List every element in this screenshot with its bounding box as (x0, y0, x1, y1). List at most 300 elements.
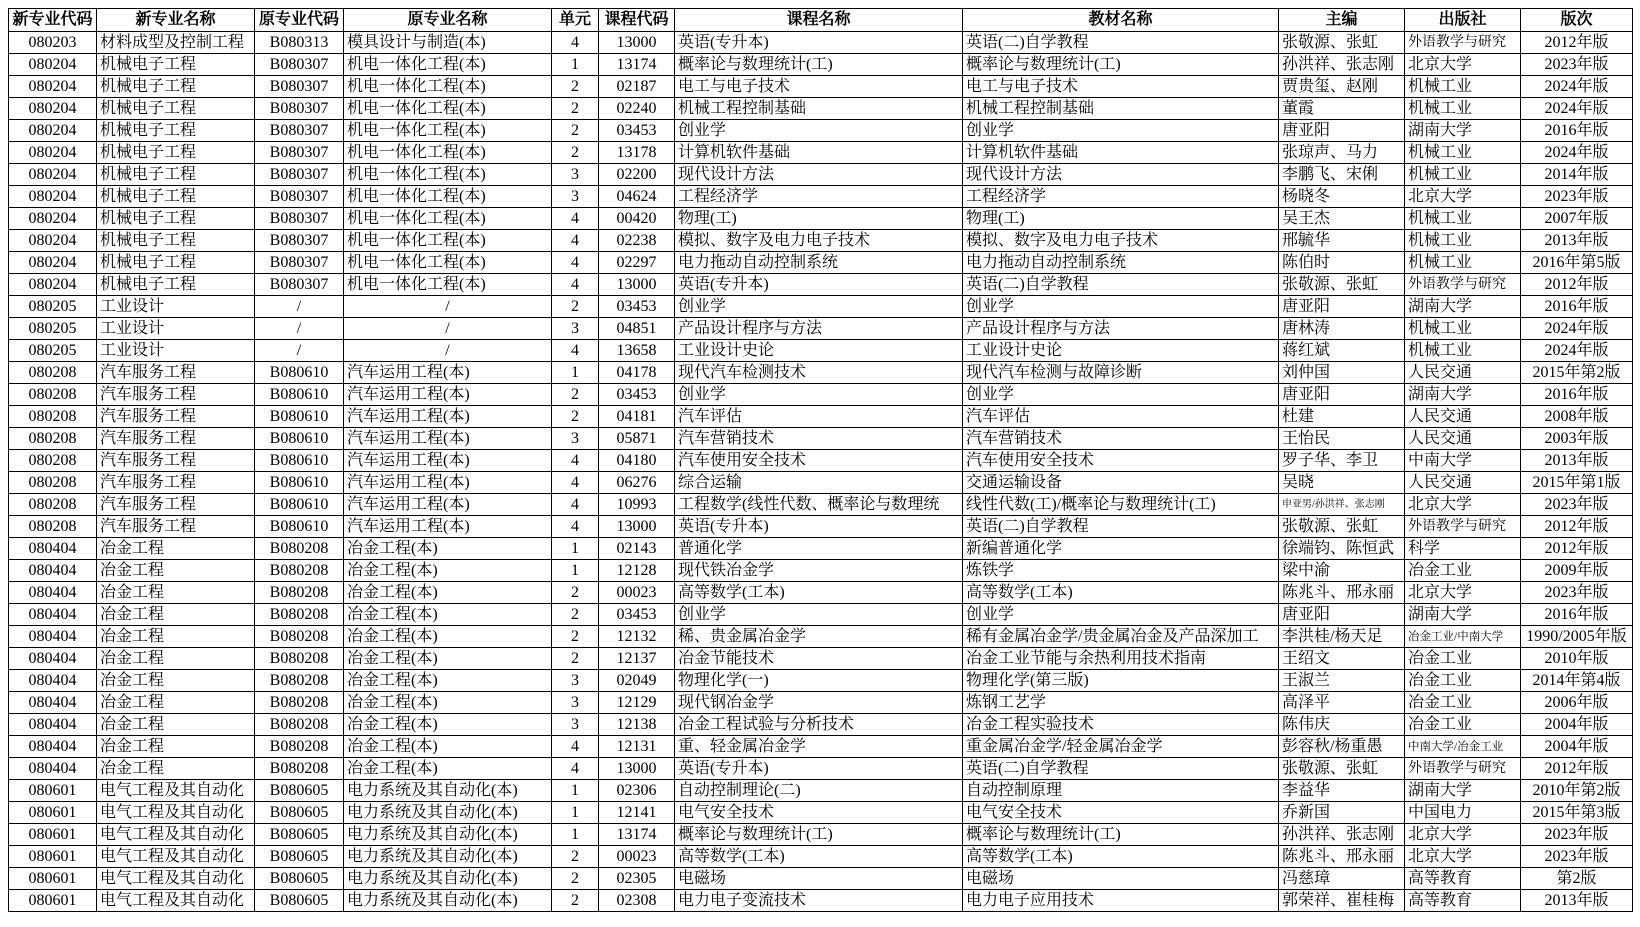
cell-course-code: 12131 (599, 736, 675, 758)
cell-course-code: 02240 (599, 98, 675, 120)
cell-unit: 2 (552, 120, 599, 142)
cell-course-code: 03453 (599, 296, 675, 318)
cell-publisher: 北京大学 (1405, 582, 1521, 604)
table-row (9, 428, 1633, 450)
cell-old-major-code: B080208 (255, 736, 344, 758)
cell-new-major-code: 080208 (9, 450, 97, 472)
cell-textbook-name: 物理化学(第三版) (963, 670, 1279, 692)
cell-editor: 陈兆斗、邢永丽 (1279, 582, 1405, 604)
cell-new-major-code: 080204 (9, 98, 97, 120)
cell-old-major-name: 汽车运用工程(本) (344, 516, 552, 538)
cell-editor: 张敬源、张虹 (1279, 32, 1405, 54)
cell-new-major-code: 080208 (9, 428, 97, 450)
cell-new-major-name: 冶金工程 (97, 538, 255, 560)
table-row (9, 54, 1633, 76)
cell-edition: 2015年第2版 (1521, 362, 1633, 384)
cell-old-major-name: 汽车运用工程(本) (344, 384, 552, 406)
cell-new-major-code: 080204 (9, 142, 97, 164)
cell-editor: 杨晓冬 (1279, 186, 1405, 208)
cell-course-name: 自动控制理论(二) (675, 780, 963, 802)
cell-publisher: 北京大学 (1405, 494, 1521, 516)
cell-course-name: 普通化学 (675, 538, 963, 560)
cell-editor: 李鹏飞、宋俐 (1279, 164, 1405, 186)
cell-editor: 陈兆斗、邢永丽 (1279, 846, 1405, 868)
cell-editor: 梁中渝 (1279, 560, 1405, 582)
cell-old-major-name: 汽车运用工程(本) (344, 428, 552, 450)
cell-old-major-code: B080610 (255, 384, 344, 406)
cell-new-major-name: 电气工程及其自动化 (97, 780, 255, 802)
cell-course-code: 03453 (599, 384, 675, 406)
cell-unit: 3 (552, 428, 599, 450)
table-row (9, 230, 1633, 252)
cell-old-major-code: B080208 (255, 604, 344, 626)
cell-course-code: 02049 (599, 670, 675, 692)
cell-new-major-name: 汽车服务工程 (97, 406, 255, 428)
cell-edition: 第2版 (1521, 868, 1633, 890)
cell-old-major-name: 冶金工程(本) (344, 582, 552, 604)
cell-course-code: 02297 (599, 252, 675, 274)
cell-course-name: 电气安全技术 (675, 802, 963, 824)
table-row (9, 186, 1633, 208)
cell-editor: 徐端钧、陈恒武 (1279, 538, 1405, 560)
cell-edition: 2007年版 (1521, 208, 1633, 230)
cell-publisher: 机械工业 (1405, 76, 1521, 98)
cell-new-major-code: 080404 (9, 648, 97, 670)
cell-edition: 2024年版 (1521, 76, 1633, 98)
cell-new-major-name: 冶金工程 (97, 604, 255, 626)
cell-edition: 2023年版 (1521, 824, 1633, 846)
cell-publisher: 北京大学 (1405, 846, 1521, 868)
cell-old-major-code: B080610 (255, 428, 344, 450)
cell-textbook-name: 工业设计史论 (963, 340, 1279, 362)
cell-old-major-name: 汽车运用工程(本) (344, 362, 552, 384)
cell-edition: 2016年版 (1521, 384, 1633, 406)
cell-unit: 4 (552, 340, 599, 362)
cell-new-major-name: 工业设计 (97, 296, 255, 318)
cell-old-major-code: B080610 (255, 516, 344, 538)
cell-course-code: 12129 (599, 692, 675, 714)
header-course-code: 课程代码 (599, 9, 675, 32)
cell-old-major-name: 机电一体化工程(本) (344, 164, 552, 186)
cell-editor: 张琼声、马力 (1279, 142, 1405, 164)
cell-course-code: 10993 (599, 494, 675, 516)
cell-new-major-code: 080601 (9, 846, 97, 868)
table-row (9, 538, 1633, 560)
cell-edition: 2012年版 (1521, 538, 1633, 560)
cell-publisher: 外语教学与研究 (1405, 758, 1521, 780)
table-row (9, 714, 1633, 736)
cell-new-major-name: 汽车服务工程 (97, 494, 255, 516)
cell-old-major-code: B080610 (255, 362, 344, 384)
cell-new-major-code: 080404 (9, 692, 97, 714)
cell-textbook-name: 电工与电子技术 (963, 76, 1279, 98)
cell-new-major-code: 080208 (9, 384, 97, 406)
table-row (9, 120, 1633, 142)
cell-textbook-name: 现代设计方法 (963, 164, 1279, 186)
cell-textbook-name: 新编普通化学 (963, 538, 1279, 560)
cell-new-major-code: 080203 (9, 32, 97, 54)
cell-editor: 彭容秋/杨重愚 (1279, 736, 1405, 758)
cell-unit: 3 (552, 186, 599, 208)
cell-course-name: 综合运输 (675, 472, 963, 494)
cell-new-major-code: 080404 (9, 604, 97, 626)
cell-unit: 4 (552, 516, 599, 538)
cell-textbook-name: 英语(二)自学教程 (963, 32, 1279, 54)
table-row (9, 76, 1633, 98)
cell-publisher: 人民交通 (1405, 362, 1521, 384)
cell-old-major-code: B080208 (255, 626, 344, 648)
table-row (9, 274, 1633, 296)
cell-course-name: 英语(专升本) (675, 32, 963, 54)
cell-course-name: 电工与电子技术 (675, 76, 963, 98)
cell-unit: 2 (552, 406, 599, 428)
cell-new-major-code: 080404 (9, 538, 97, 560)
cell-new-major-code: 080404 (9, 736, 97, 758)
table-row (9, 340, 1633, 362)
cell-course-name: 物理化学(一) (675, 670, 963, 692)
cell-edition: 2010年第2版 (1521, 780, 1633, 802)
cell-unit: 2 (552, 846, 599, 868)
cell-textbook-name: 创业学 (963, 296, 1279, 318)
cell-editor: 唐亚阳 (1279, 120, 1405, 142)
cell-new-major-name: 冶金工程 (97, 758, 255, 780)
cell-course-code: 02308 (599, 890, 675, 912)
cell-new-major-name: 汽车服务工程 (97, 384, 255, 406)
cell-course-code: 13000 (599, 274, 675, 296)
table-row (9, 670, 1633, 692)
cell-publisher: 北京大学 (1405, 824, 1521, 846)
table-row (9, 846, 1633, 868)
cell-old-major-name: 机电一体化工程(本) (344, 142, 552, 164)
table-row (9, 406, 1633, 428)
cell-edition: 2004年版 (1521, 714, 1633, 736)
table-row (9, 98, 1633, 120)
cell-publisher: 冶金工业 (1405, 714, 1521, 736)
cell-unit: 4 (552, 208, 599, 230)
cell-new-major-code: 080404 (9, 560, 97, 582)
cell-textbook-name: 创业学 (963, 120, 1279, 142)
cell-textbook-name: 电磁场 (963, 868, 1279, 890)
cell-new-major-code: 080204 (9, 76, 97, 98)
cell-new-major-name: 汽车服务工程 (97, 428, 255, 450)
cell-editor: 乔新国 (1279, 802, 1405, 824)
cell-old-major-code: B080605 (255, 890, 344, 912)
cell-editor: 陈伟庆 (1279, 714, 1405, 736)
cell-old-major-name: 机电一体化工程(本) (344, 120, 552, 142)
cell-edition: 2014年版 (1521, 164, 1633, 186)
cell-textbook-name: 产品设计程序与方法 (963, 318, 1279, 340)
cell-editor: 王淑兰 (1279, 670, 1405, 692)
cell-unit: 4 (552, 32, 599, 54)
cell-course-name: 产品设计程序与方法 (675, 318, 963, 340)
cell-edition: 2016年版 (1521, 604, 1633, 626)
cell-unit: 3 (552, 692, 599, 714)
cell-new-major-code: 080205 (9, 340, 97, 362)
cell-course-code: 00023 (599, 582, 675, 604)
cell-new-major-name: 机械电子工程 (97, 230, 255, 252)
cell-new-major-code: 080205 (9, 296, 97, 318)
cell-new-major-name: 机械电子工程 (97, 120, 255, 142)
cell-new-major-name: 冶金工程 (97, 582, 255, 604)
cell-course-name: 机械工程控制基础 (675, 98, 963, 120)
cell-course-name: 现代设计方法 (675, 164, 963, 186)
cell-unit: 4 (552, 472, 599, 494)
cell-course-name: 冶金工程试验与分析技术 (675, 714, 963, 736)
cell-edition: 2006年版 (1521, 692, 1633, 714)
table-row (9, 516, 1633, 538)
table-row (9, 582, 1633, 604)
cell-new-major-code: 080601 (9, 780, 97, 802)
cell-textbook-name: 模拟、数字及电力电子技术 (963, 230, 1279, 252)
cell-unit: 2 (552, 296, 599, 318)
cell-old-major-name: 冶金工程(本) (344, 670, 552, 692)
cell-course-name: 英语(专升本) (675, 516, 963, 538)
cell-old-major-name: 机电一体化工程(本) (344, 230, 552, 252)
table-row (9, 758, 1633, 780)
header-new-major-code: 新专业代码 (9, 9, 97, 32)
cell-edition: 2013年版 (1521, 230, 1633, 252)
cell-course-code: 04181 (599, 406, 675, 428)
cell-editor: 唐亚阳 (1279, 384, 1405, 406)
cell-edition: 2023年版 (1521, 494, 1633, 516)
cell-textbook-name: 高等数学(工本) (963, 582, 1279, 604)
cell-publisher: 人民交通 (1405, 428, 1521, 450)
cell-edition: 2023年版 (1521, 186, 1633, 208)
cell-course-code: 04178 (599, 362, 675, 384)
cell-unit: 3 (552, 318, 599, 340)
cell-old-major-name: 冶金工程(本) (344, 758, 552, 780)
cell-old-major-code: B080605 (255, 802, 344, 824)
cell-publisher: 冶金工业 (1405, 560, 1521, 582)
cell-old-major-name: 电力系统及其自动化(本) (344, 802, 552, 824)
cell-old-major-code: B080307 (255, 252, 344, 274)
cell-old-major-code: B080313 (255, 32, 344, 54)
cell-unit: 4 (552, 736, 599, 758)
cell-new-major-code: 080601 (9, 824, 97, 846)
table-row (9, 648, 1633, 670)
cell-publisher: 机械工业 (1405, 230, 1521, 252)
cell-course-code: 04180 (599, 450, 675, 472)
cell-publisher: 湖南大学 (1405, 780, 1521, 802)
cell-new-major-name: 汽车服务工程 (97, 362, 255, 384)
cell-edition: 2024年版 (1521, 318, 1633, 340)
cell-textbook-name: 英语(二)自学教程 (963, 758, 1279, 780)
cell-edition: 2023年版 (1521, 846, 1633, 868)
cell-unit: 2 (552, 868, 599, 890)
header-publisher: 出版社 (1405, 9, 1521, 32)
cell-publisher: 外语教学与研究 (1405, 516, 1521, 538)
cell-new-major-name: 电气工程及其自动化 (97, 846, 255, 868)
cell-editor: 蒋红斌 (1279, 340, 1405, 362)
cell-edition: 2004年版 (1521, 736, 1633, 758)
cell-edition: 2016年第5版 (1521, 252, 1633, 274)
cell-textbook-name: 计算机软件基础 (963, 142, 1279, 164)
cell-course-name: 工程经济学 (675, 186, 963, 208)
cell-publisher: 科学 (1405, 538, 1521, 560)
cell-edition: 2012年版 (1521, 274, 1633, 296)
cell-old-major-name: 汽车运用工程(本) (344, 494, 552, 516)
cell-textbook-name: 英语(二)自学教程 (963, 516, 1279, 538)
table-body (9, 32, 1633, 912)
cell-old-major-name: 冶金工程(本) (344, 604, 552, 626)
cell-edition: 2024年版 (1521, 340, 1633, 362)
cell-textbook-name: 概率论与数理统计(工) (963, 54, 1279, 76)
cell-old-major-code: B080208 (255, 692, 344, 714)
cell-course-code: 13174 (599, 54, 675, 76)
cell-publisher: 北京大学 (1405, 186, 1521, 208)
cell-course-name: 创业学 (675, 384, 963, 406)
cell-textbook-name: 创业学 (963, 384, 1279, 406)
cell-course-name: 重、轻金属冶金学 (675, 736, 963, 758)
cell-new-major-name: 冶金工程 (97, 648, 255, 670)
cell-new-major-name: 机械电子工程 (97, 186, 255, 208)
cell-course-code: 00023 (599, 846, 675, 868)
course-textbook-table (8, 8, 1633, 912)
cell-course-name: 模拟、数字及电力电子技术 (675, 230, 963, 252)
cell-old-major-name: 机电一体化工程(本) (344, 252, 552, 274)
cell-unit: 4 (552, 274, 599, 296)
cell-editor: 孙洪祥、张志刚 (1279, 824, 1405, 846)
cell-course-name: 现代汽车检测技术 (675, 362, 963, 384)
header-row (9, 9, 1633, 32)
cell-new-major-code: 080601 (9, 890, 97, 912)
cell-edition: 2016年版 (1521, 120, 1633, 142)
cell-new-major-code: 080208 (9, 472, 97, 494)
cell-old-major-name: 机电一体化工程(本) (344, 98, 552, 120)
cell-publisher: 高等教育 (1405, 890, 1521, 912)
cell-old-major-name: 机电一体化工程(本) (344, 54, 552, 76)
cell-old-major-code: B080307 (255, 230, 344, 252)
cell-new-major-name: 电气工程及其自动化 (97, 824, 255, 846)
cell-publisher: 中南大学/冶金工业 (1405, 736, 1521, 758)
cell-new-major-code: 080204 (9, 120, 97, 142)
cell-course-code: 03453 (599, 604, 675, 626)
cell-course-code: 13000 (599, 32, 675, 54)
cell-course-code: 02305 (599, 868, 675, 890)
cell-course-name: 冶金节能技术 (675, 648, 963, 670)
cell-course-name: 现代铁冶金学 (675, 560, 963, 582)
cell-new-major-name: 机械电子工程 (97, 76, 255, 98)
cell-old-major-code: B080208 (255, 714, 344, 736)
cell-editor: 张敬源、张虹 (1279, 274, 1405, 296)
cell-edition: 2010年版 (1521, 648, 1633, 670)
cell-old-major-name: 汽车运用工程(本) (344, 406, 552, 428)
cell-old-major-name: 电力系统及其自动化(本) (344, 868, 552, 890)
cell-unit: 1 (552, 824, 599, 846)
cell-publisher: 机械工业 (1405, 142, 1521, 164)
cell-unit: 3 (552, 670, 599, 692)
cell-old-major-name: 冶金工程(本) (344, 736, 552, 758)
cell-editor: 唐林涛 (1279, 318, 1405, 340)
table-row (9, 736, 1633, 758)
table-row (9, 32, 1633, 54)
cell-editor: 唐亚阳 (1279, 296, 1405, 318)
cell-new-major-name: 冶金工程 (97, 626, 255, 648)
table-row (9, 890, 1633, 912)
cell-new-major-code: 080601 (9, 868, 97, 890)
table-row (9, 868, 1633, 890)
cell-new-major-code: 080205 (9, 318, 97, 340)
cell-new-major-code: 080404 (9, 582, 97, 604)
cell-course-name: 计算机软件基础 (675, 142, 963, 164)
cell-textbook-name: 汽车使用安全技术 (963, 450, 1279, 472)
cell-new-major-name: 冶金工程 (97, 714, 255, 736)
cell-new-major-name: 汽车服务工程 (97, 516, 255, 538)
cell-course-name: 创业学 (675, 296, 963, 318)
cell-publisher: 北京大学 (1405, 54, 1521, 76)
cell-edition: 2012年版 (1521, 758, 1633, 780)
cell-old-major-name: 机电一体化工程(本) (344, 76, 552, 98)
cell-new-major-code: 080208 (9, 516, 97, 538)
cell-textbook-name: 重金属冶金学/轻金属冶金学 (963, 736, 1279, 758)
cell-edition: 2003年版 (1521, 428, 1633, 450)
cell-textbook-name: 稀有金属冶金学/贵金属冶金及产品深加工 (963, 626, 1279, 648)
cell-course-code: 13174 (599, 824, 675, 846)
cell-course-name: 电力电子变流技术 (675, 890, 963, 912)
cell-publisher: 外语教学与研究 (1405, 274, 1521, 296)
cell-publisher: 机械工业 (1405, 208, 1521, 230)
table-row (9, 362, 1633, 384)
table-row (9, 560, 1633, 582)
cell-course-code: 02143 (599, 538, 675, 560)
cell-unit: 2 (552, 76, 599, 98)
cell-publisher: 湖南大学 (1405, 120, 1521, 142)
cell-edition: 2015年第3版 (1521, 802, 1633, 824)
cell-edition: 2024年版 (1521, 98, 1633, 120)
cell-edition: 2013年版 (1521, 890, 1633, 912)
cell-edition: 1990/2005年版 (1521, 626, 1633, 648)
cell-textbook-name: 自动控制原理 (963, 780, 1279, 802)
cell-course-name: 高等数学(工本) (675, 846, 963, 868)
cell-textbook-name: 机械工程控制基础 (963, 98, 1279, 120)
cell-edition: 2012年版 (1521, 32, 1633, 54)
cell-old-major-code: B080208 (255, 582, 344, 604)
cell-course-code: 13178 (599, 142, 675, 164)
cell-unit: 1 (552, 780, 599, 802)
cell-new-major-code: 080404 (9, 670, 97, 692)
cell-old-major-code: B080307 (255, 142, 344, 164)
cell-publisher: 机械工业 (1405, 98, 1521, 120)
cell-editor: 申亚男/孙洪祥、张志刚 (1279, 494, 1405, 516)
cell-course-name: 概率论与数理统计(工) (675, 824, 963, 846)
cell-old-major-code: B080605 (255, 846, 344, 868)
cell-publisher: 冶金工业/中南大学 (1405, 626, 1521, 648)
cell-editor: 高泽平 (1279, 692, 1405, 714)
cell-edition: 2008年版 (1521, 406, 1633, 428)
table-row (9, 208, 1633, 230)
cell-old-major-name: 汽车运用工程(本) (344, 472, 552, 494)
cell-course-code: 02238 (599, 230, 675, 252)
cell-course-code: 12132 (599, 626, 675, 648)
cell-editor: 张敬源、张虹 (1279, 758, 1405, 780)
cell-new-major-name: 电气工程及其自动化 (97, 802, 255, 824)
cell-course-code: 12141 (599, 802, 675, 824)
cell-course-code: 04851 (599, 318, 675, 340)
cell-publisher: 湖南大学 (1405, 296, 1521, 318)
cell-new-major-name: 冶金工程 (97, 692, 255, 714)
cell-old-major-name: 冶金工程(本) (344, 648, 552, 670)
cell-old-major-name: 机电一体化工程(本) (344, 274, 552, 296)
cell-textbook-name: 汽车评估 (963, 406, 1279, 428)
cell-new-major-name: 机械电子工程 (97, 164, 255, 186)
table-row (9, 142, 1633, 164)
cell-new-major-code: 080404 (9, 714, 97, 736)
cell-course-name: 概率论与数理统计(工) (675, 54, 963, 76)
table-row (9, 472, 1633, 494)
header-old-major-name: 原专业名称 (344, 9, 552, 32)
cell-textbook-name: 交通运输设备 (963, 472, 1279, 494)
cell-old-major-code: B080307 (255, 208, 344, 230)
